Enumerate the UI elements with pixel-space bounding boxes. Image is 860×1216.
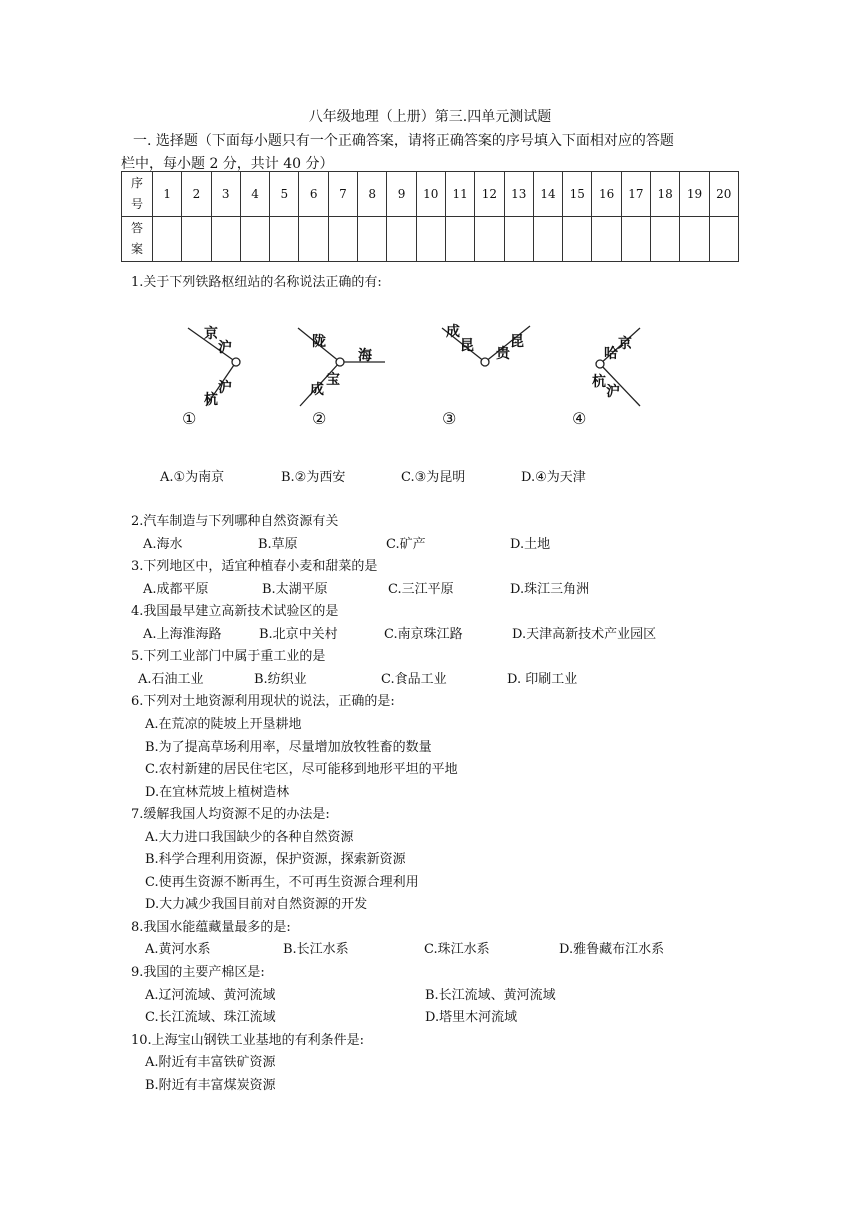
answer-cell[interactable]: [709, 217, 738, 262]
answer-cell[interactable]: [475, 217, 504, 262]
q2-option-b: B.草原: [258, 537, 298, 552]
question-number-cell: 10: [416, 172, 445, 217]
d4-label-b: 京: [618, 336, 632, 352]
q5-option-c: C.食品工业: [381, 672, 447, 687]
question-number-cell: 18: [651, 172, 680, 217]
answer-cell[interactable]: [504, 217, 533, 262]
question-number-cell: 4: [240, 172, 269, 217]
question-number-cell: 6: [299, 172, 328, 217]
d1-label-b: 沪: [218, 340, 232, 356]
answer-cell[interactable]: [621, 217, 650, 262]
q4-option-c: C.南京珠江路: [384, 627, 463, 642]
q3-option-a: A.成都平原: [143, 582, 209, 597]
q6-option-d: D.在宜林荒坡上植树造林: [145, 785, 290, 800]
question-number-cell: 8: [358, 172, 387, 217]
question-number-cell: 9: [387, 172, 416, 217]
q10-option-a: A.附近有丰富铁矿资源: [145, 1055, 276, 1070]
q2-option-a: A.海水: [143, 537, 183, 552]
q7-option-c: C.使再生资源不断再生，不可再生资源合理利用: [145, 875, 419, 890]
q6-stem: 6.下列对土地资源利用现状的说法，正确的是:: [131, 694, 395, 709]
question-number-cell: 14: [533, 172, 562, 217]
answer-table-number-row: [122, 172, 739, 217]
q7-option-d: D.大力减少我国目前对自然资源的开发: [145, 897, 368, 912]
page-title: 八年级地理（上册）第三.四单元测试题: [308, 109, 552, 125]
q1-stem: 1.关于下列铁路枢纽站的名称说法正确的有:: [131, 275, 382, 290]
answer-cell[interactable]: [270, 217, 299, 262]
d2-label-b: 海: [358, 348, 372, 364]
d1-label-d: 杭: [204, 392, 218, 408]
q3-option-b: B.太湖平原: [262, 582, 328, 597]
question-number-cell: 15: [563, 172, 592, 217]
q8-option-d: D.雅鲁藏布江水系: [559, 942, 665, 957]
question-number-cell: 5: [270, 172, 299, 217]
question-number-cell: 12: [475, 172, 504, 217]
question-number-cell: 1: [153, 172, 182, 217]
d4-label-d: 沪: [606, 384, 620, 400]
q3-stem: 3.下列地区中，适宜种植春小麦和甜菜的是: [131, 559, 378, 574]
q2-stem: 2.汽车制造与下列哪种自然资源有关: [131, 514, 339, 529]
d1-number: ①: [182, 409, 197, 428]
d4-label-c: 杭: [592, 374, 606, 390]
answer-cell[interactable]: [680, 217, 709, 262]
answer-table: [121, 171, 739, 262]
question-number-cell: 19: [680, 172, 709, 217]
answer-cell[interactable]: [651, 217, 680, 262]
q3-option-d: D.珠江三角洲: [510, 582, 590, 597]
q8-stem: 8.我国水能蕴藏量最多的是:: [131, 920, 291, 935]
answer-cell[interactable]: [445, 217, 474, 262]
q1-option-b: B.②为西安: [281, 470, 346, 485]
d2-label-d: 成: [310, 382, 324, 398]
answer-cell[interactable]: [592, 217, 621, 262]
question-number-cell: 16: [592, 172, 621, 217]
question-number-cell: 3: [211, 172, 240, 217]
section-instruction-line1: 一. 选择题（下面每小题只有一个正确答案，请将正确答案的序号填入下面相对应的答题: [133, 133, 674, 149]
q10-option-b: B.附近有丰富煤炭资源: [145, 1078, 276, 1093]
q7-option-a: A.大力进口我国缺少的各种自然资源: [145, 830, 354, 845]
answer-cell[interactable]: [416, 217, 445, 262]
question-number-cell: 7: [328, 172, 357, 217]
question-number-cell: 13: [504, 172, 533, 217]
q9-option-a: A.辽河流域、黄河流域: [145, 988, 276, 1003]
q8-option-b: B.长江水系: [283, 942, 349, 957]
q6-option-a: A.在荒凉的陡坡上开垦耕地: [145, 717, 302, 732]
question-number-cell: 11: [445, 172, 474, 217]
answer-cell[interactable]: [299, 217, 328, 262]
q1-option-a: A.①为南京: [160, 470, 225, 485]
d4-label-a: 哈: [604, 346, 618, 362]
q5-option-d: D. 印刷工业: [507, 672, 578, 687]
q8-option-a: A.黄河水系: [145, 942, 211, 957]
d3-label-c: 昆: [510, 334, 524, 350]
question-number-cell: 20: [709, 172, 738, 217]
answer-cell[interactable]: [387, 217, 416, 262]
q8-option-c: C.珠江水系: [424, 942, 490, 957]
row-header-answer: 答 案: [122, 217, 153, 262]
answer-cell[interactable]: [182, 217, 211, 262]
q1-option-d: D.④为天津: [521, 470, 586, 485]
q10-stem: 10.上海宝山钢铁工业基地的有利条件是:: [131, 1033, 365, 1048]
q9-option-b: B.长江流域、黄河流域: [425, 988, 556, 1003]
d2-label-c: 宝: [326, 372, 340, 388]
question-number-cell: 17: [621, 172, 650, 217]
d4-number: ④: [572, 409, 587, 428]
answer-cell[interactable]: [533, 217, 562, 262]
d2-label-a: 陇: [312, 334, 326, 350]
q9-stem: 9.我国的主要产棉区是:: [131, 965, 265, 980]
answer-cell[interactable]: [211, 217, 240, 262]
q3-option-c: C.三江平原: [388, 582, 454, 597]
q6-option-c: C.农村新建的居民住宅区，尽可能移到地形平坦的平地: [145, 762, 458, 777]
q5-option-b: B.纺织业: [254, 672, 307, 687]
q1-option-c: C.③为昆明: [401, 470, 466, 485]
q2-option-d: D.土地: [510, 537, 551, 552]
answer-cell[interactable]: [328, 217, 357, 262]
question-number-cell: 2: [182, 172, 211, 217]
answer-cell[interactable]: [563, 217, 592, 262]
d1-label-a: 京: [204, 326, 218, 342]
d3-label-b: 昆: [460, 338, 474, 354]
answer-cell[interactable]: [358, 217, 387, 262]
railway-junction-diagrams: [160, 312, 680, 434]
d2-number: ②: [312, 409, 327, 428]
q4-option-b: B.北京中关村: [259, 627, 338, 642]
q4-option-a: A.上海淮海路: [143, 627, 222, 642]
row-header-number: 序 号: [122, 172, 153, 217]
answer-cell[interactable]: [240, 217, 269, 262]
d3-label-a: 成: [446, 324, 460, 340]
d1-label-c: 沪: [218, 380, 232, 396]
q5-option-a: A.石油工业: [138, 672, 204, 687]
q4-option-d: D.天津高新技术产业园区: [512, 627, 657, 642]
answer-cell[interactable]: [153, 217, 182, 262]
q4-stem: 4.我国最早建立高新技术试验区的是: [131, 604, 339, 619]
q2-option-c: C.矿产: [386, 537, 426, 552]
q9-option-c: C.长江流域、珠江流域: [145, 1010, 276, 1025]
answer-table-answer-row: [122, 217, 739, 262]
q9-option-d: D.塔里木河流域: [425, 1010, 518, 1025]
q6-option-b: B.为了提高草场利用率，尽量增加放牧牲畜的数量: [145, 740, 432, 755]
q7-option-b: B.科学合理利用资源，保护资源，探索新资源: [145, 852, 406, 867]
d3-number: ③: [442, 409, 457, 428]
q5-stem: 5.下列工业部门中属于重工业的是: [131, 649, 326, 664]
d3-label-d: 贵: [496, 346, 510, 362]
section-instruction-line2: 栏中，每小题 2 分，共计 40 分）: [121, 156, 334, 172]
q7-stem: 7.缓解我国人均资源不足的办法是:: [131, 807, 330, 822]
